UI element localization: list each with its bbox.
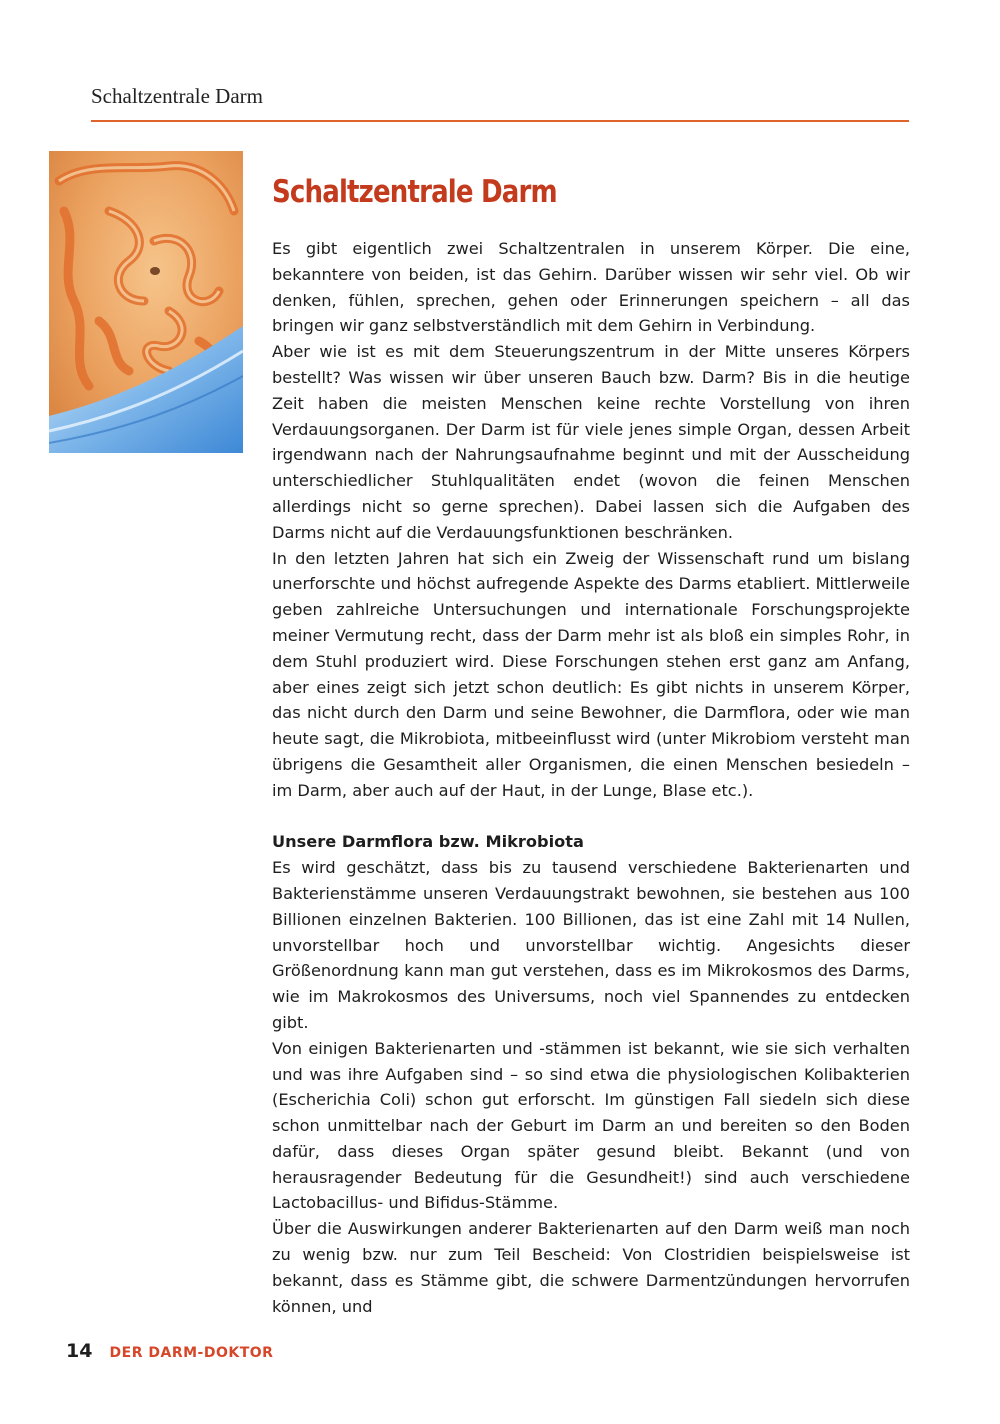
intestine-illustration (49, 151, 243, 453)
paragraph: Aber wie ist es mit dem Steuerungszentrum in der Mitte unseres Körpers bestellt? Was wissen wir über unseren Bauch bzw. Darm? Bis in die heutige Zeit haben die meisten Menschen keine rechte Vorstellung von ihren Verdauungsorganen. Der Darm ist für viele jenes simple Organ, dessen Arbeit irgendwann nach der Nahrungsaufnahme beginnt und mit der Ausscheidung unterschiedlicher Stuhlqualitäten endet (wovon die feinen Menschen allerdings nicht so gerne sprechen). Dabei lassen sich die Aufgaben des Darms nicht auf die Verdauungsfunktionen beschränken. (272, 342, 910, 542)
page-footer (66, 1340, 273, 1362)
paragraph: In den letzten Jahren hat sich ein Zweig der Wissenschaft rund um bislang unerforschte und höchst aufregende Aspekte des Darms etabliert. Mittlerweile geben zahlreiche Untersuchungen und internationale Forschungsprojekte meiner Vermutung recht, dass der Darm mehr ist als bloß ein simples Rohr, in dem Stuhl produziert wird. Diese Forschungen stehen erst ganz am Anfang, aber eines zeigt sich jetzt schon deutlich: Es gibt nichts in unserem Körper, das nicht durch den Darm und seine Bewohner, die Darmflora, oder wie man heute sagt, die Mikrobiota, mitbeeinflusst wird (unter Mikrobiom versteht man übrigens die Gesamtheit aller Organismen, die einen Menschen besiedeln – im Darm, aber auch auf der Haut, in der Lunge, Blase etc.). (272, 548, 910, 800)
book-title: DER DARM-DOKTOR (109, 1345, 274, 1361)
section-heading: Unsere Darmflora bzw. Mikrobiota (272, 832, 584, 852)
intestine-image (49, 151, 243, 453)
article-title: Schaltzentrale Darm (272, 174, 557, 210)
paragraph: Es wird geschätzt, dass bis zu tausend verschiedene Bakterienarten und Bakterienstämme unseren Verdauungstrakt bewohnen, sie bestehen aus 100 Billionen einzelnen Bakterien. 100 Billionen, das ist eine Zahl mit 14 Nullen, unvorstellbar hoch und unvorstellbar wichtig. Angesichts dieser Größenordnung kann man gut verstehen, dass es im Mikrokosmos des Darms, wie im Makrokosmos des Universums, noch viel Spannendes zu entdecken gibt. (272, 858, 910, 1032)
paragraph: Über die Auswirkungen anderer Bakterienarten auf den Darm weiß man noch zu wenig bzw. nur zum Teil Bescheid: Von Clostridien beispielsweise ist bekannt, dass es Stämme gibt, die schwere Darmentzündungen hervorrufen können, und (272, 1219, 910, 1316)
paragraph: Es gibt eigentlich zwei Schaltzentralen in unserem Körper. Die eine, bekanntere von beiden, ist das Gehirn. Darüber wissen wir sehr viel. Ob wir denken, fühlen, sprechen, gehen oder Erinnerungen speichern – all das bringen wir ganz selbstverständlich mit dem Gehirn in Verbindung. (272, 239, 910, 336)
running-head: Schaltzentrale Darm (91, 84, 263, 108)
paragraph-gap (272, 804, 910, 830)
article-body (272, 236, 910, 1319)
page-number: 14 (66, 1340, 93, 1362)
paragraph: Von einigen Bakterienarten und -stämmen ist bekannt, wie sie sich verhalten und was ihre Aufgaben sind – so sind etwa die physiologischen Kolibakterien (Escherichia Coli) schon gut erforscht. Im günstigen Fall siedeln sich diese schon unmittelbar nach der Geburt im Darm an und bereiten so den Boden dafür, dass dieses Organ später gesund bleibt. Bekannt (und von herausragender Bedeutung für die Gesundheit!) sind auch verschiedene Lactobacillus- und Bifidus-Stämme. (272, 1038, 910, 1213)
header-rule (91, 120, 909, 122)
